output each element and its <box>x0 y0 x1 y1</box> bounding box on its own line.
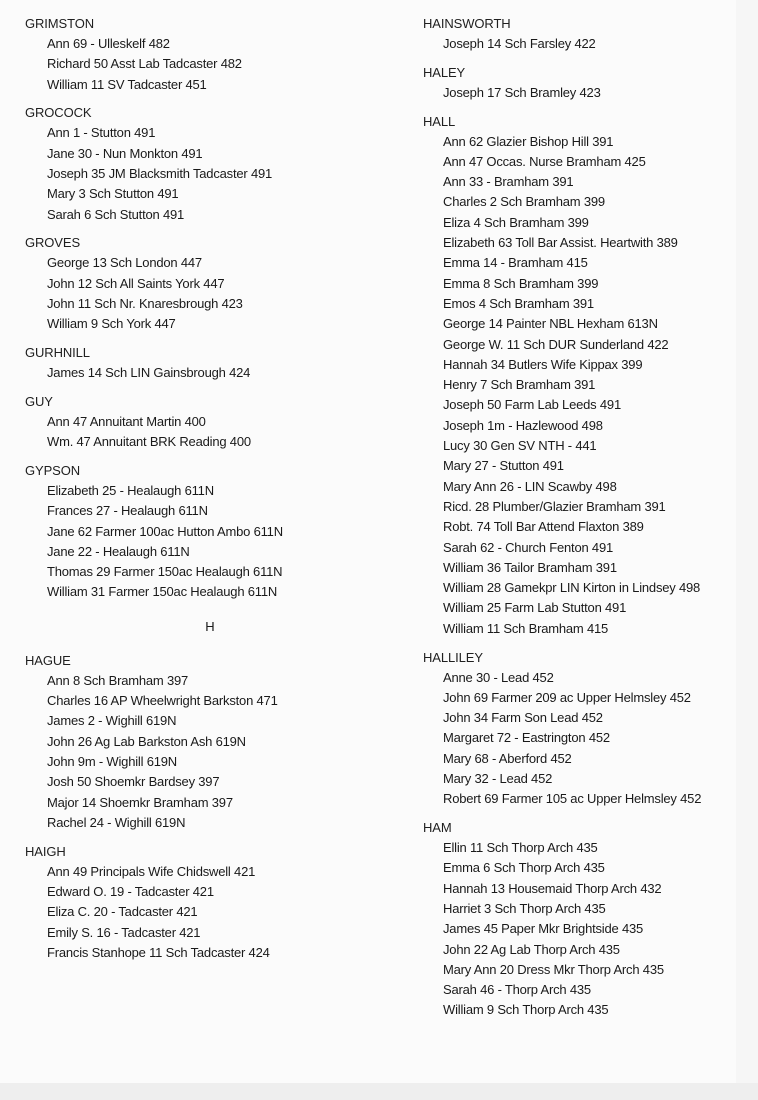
person-entry: William 36 Tailor Bramham 391 <box>443 559 617 575</box>
person-entry: Joseph 17 Sch Bramley 423 <box>443 84 601 100</box>
person-entry: Emily S. 16 - Tadcaster 421 <box>47 924 201 940</box>
surname-heading: GRIMSTON <box>25 16 95 31</box>
person-entry: Ann 47 Annuitant Martin 400 <box>47 413 206 429</box>
surname-heading: HALEY <box>423 64 466 80</box>
person-entry: Sarah 6 Sch Stutton 491 <box>47 206 185 222</box>
surname-group <box>25 842 395 963</box>
person-entry: Henry 7 Sch Bramham 391 <box>443 377 596 393</box>
surname-group <box>25 103 395 224</box>
surname-heading: HAGUE <box>25 652 71 668</box>
person-entry: Ann 69 - Ulleskelf 482 <box>47 36 170 51</box>
surname-groups <box>25 14 395 603</box>
surname-heading: GROVES <box>25 235 81 251</box>
person-entry: Mary Ann 26 - LIN Scawby 498 <box>443 478 617 494</box>
person-entry: William 28 Gamekpr LIN Kirton in Lindsey 498 <box>443 580 701 596</box>
person-entry: Thomas 29 Farmer 150ac Healaugh 611N <box>47 564 283 580</box>
surname-group <box>423 648 753 810</box>
group-spacer <box>25 225 395 234</box>
person-entry: Ann 62 Glazier Bishop Hill 391 <box>443 133 614 149</box>
person-entry: Eliza 4 Sch Bramham 399 <box>443 214 589 230</box>
person-entry: William 11 SV Tadcaster 451 <box>47 76 207 92</box>
person-entry: Ann 8 Sch Bramham 397 <box>47 672 189 688</box>
surname-heading: HALL <box>423 113 456 129</box>
person-entry: Mary Ann 20 Dress Mkr Thorp Arch 435 <box>443 961 664 977</box>
person-entry: Josh 50 Shoemkr Bardsey 397 <box>47 774 220 790</box>
person-entry: Harriet 3 Sch Thorp Arch 435 <box>443 900 606 916</box>
person-entry: Ann 47 Occas. Nurse Bramham 425 <box>443 153 646 169</box>
person-entry: Wm. 47 Annuitant BRK Reading 400 <box>47 434 251 450</box>
person-entry: Elizabeth 25 - Healaugh 611N <box>47 482 214 498</box>
person-entry: Charles 2 Sch Bramham 399 <box>443 194 605 210</box>
surname-group <box>423 14 753 54</box>
surname-heading: GUY <box>25 393 53 409</box>
group-spacer <box>25 833 395 842</box>
surname-group <box>423 818 753 1021</box>
person-entry: Frances 27 - Healaugh 611N <box>47 503 208 519</box>
surname-heading: HAINSWORTH <box>423 16 511 31</box>
person-entry: Ann 1 - Stutton 491 <box>47 125 156 141</box>
person-entry: Joseph 50 Farm Lab Leeds 491 <box>443 397 621 413</box>
surname-heading: HAIGH <box>25 843 66 859</box>
person-entry: Margaret 72 - Eastrington 452 <box>443 730 610 746</box>
person-entry: James 14 Sch LIN Gainsbrough 424 <box>47 365 251 381</box>
surname-heading: HALLILEY <box>423 649 483 665</box>
surname-groups <box>25 651 395 963</box>
section-letter-heading: H <box>205 618 215 634</box>
group-spacer <box>25 95 395 104</box>
person-entry: George 13 Sch London 447 <box>47 255 202 271</box>
person-entry: William 31 Farmer 150ac Healaugh 611N <box>47 584 278 600</box>
person-entry: Emma 6 Sch Thorp Arch 435 <box>443 860 605 876</box>
person-entry: John 11 Sch Nr. Knaresbrough 423 <box>47 295 243 311</box>
person-entry: Joseph 14 Sch Farsley 422 <box>443 36 596 51</box>
person-entry: Mary 27 - Stutton 491 <box>443 458 564 474</box>
person-entry: Emma 14 - Bramham 415 <box>443 255 588 271</box>
surname-heading: GURHNILL <box>25 345 90 361</box>
surname-groups <box>423 14 753 1021</box>
person-entry: Mary 32 - Lead 452 <box>443 771 553 786</box>
person-entry: William 9 Sch York 447 <box>47 316 176 332</box>
person-entry: Emos 4 Sch Bramham 391 <box>443 295 594 311</box>
person-entry: John 9m - Wighill 619N <box>47 753 177 769</box>
person-entry: Joseph 35 JM Blacksmith Tadcaster 491 <box>47 165 273 181</box>
surname-group <box>423 63 753 103</box>
person-entry: Sarah 62 - Church Fenton 491 <box>443 539 614 555</box>
person-entry: Charles 16 AP Wheelwright Barkston 471 <box>47 693 278 709</box>
person-entry: Emma 8 Sch Bramham 399 <box>443 275 599 291</box>
person-entry: James 45 Paper Mkr Brightside 435 <box>443 921 644 937</box>
surname-group <box>25 461 395 603</box>
person-entry: Joseph 1m - Hazlewood 498 <box>443 417 603 433</box>
group-spacer <box>25 383 395 392</box>
person-entry: Ann 33 - Bramham 391 <box>443 174 574 190</box>
person-entry: James 2 - Wighill 619N <box>47 713 177 729</box>
person-entry: John 22 Ag Lab Thorp Arch 435 <box>443 941 620 957</box>
person-entry: Hannah 34 Butlers Wife Kippax 399 <box>443 356 643 372</box>
person-entry: Eliza C. 20 - Tadcaster 421 <box>47 904 198 920</box>
left-column <box>25 14 395 963</box>
person-entry: William 9 Sch Thorp Arch 435 <box>443 1002 609 1018</box>
right-column <box>423 14 753 1021</box>
person-entry: William 11 Sch Bramham 415 <box>443 620 609 636</box>
surname-group <box>25 233 395 334</box>
person-entry: George 14 Painter NBL Hexham 613N <box>443 316 658 332</box>
person-entry: John 26 Ag Lab Barkston Ash 619N <box>47 733 246 749</box>
surname-heading: HAM <box>423 820 452 836</box>
surname-group <box>25 651 395 833</box>
group-spacer <box>423 810 753 819</box>
person-entry: John 12 Sch All Saints York 447 <box>47 275 225 291</box>
surname-group <box>25 343 395 383</box>
person-entry: Ricd. 28 Plumber/Glazier Bramham 391 <box>443 498 666 514</box>
person-entry: Jane 22 - Healaugh 611N <box>47 543 190 559</box>
person-entry: Sarah 46 - Thorp Arch 435 <box>443 982 591 998</box>
person-entry: Edward O. 19 - Tadcaster 421 <box>47 883 214 899</box>
person-entry: Robert 69 Farmer 105 ac Upper Helmsley 452 <box>443 791 702 807</box>
surname-group <box>25 392 395 453</box>
group-spacer <box>423 103 753 112</box>
person-entry: Ann 49 Principals Wife Chidswell 421 <box>47 863 256 879</box>
person-entry: Lucy 30 Gen SV NTH - 441 <box>443 438 597 454</box>
person-entry: Ellin 11 Sch Thorp Arch 435 <box>443 840 598 856</box>
person-entry: Robt. 74 Toll Bar Attend Flaxton 389 <box>443 519 644 535</box>
person-entry: Francis Stanhope 11 Sch Tadcaster 424 <box>47 944 270 960</box>
group-spacer <box>423 54 753 63</box>
scan-edge <box>0 1083 758 1100</box>
group-spacer <box>25 335 395 344</box>
person-entry: George W. 11 Sch DUR Sunderland 422 <box>443 336 669 352</box>
person-entry: William 25 Farm Lab Stutton 491 <box>443 600 627 616</box>
surname-heading: GROCOCK <box>25 105 92 121</box>
person-entry: Jane 62 Farmer 100ac Hutton Ambo 611N <box>47 523 283 539</box>
person-entry: Anne 30 - Lead 452 <box>443 669 554 685</box>
group-spacer <box>25 452 395 461</box>
person-entry: Hannah 13 Housemaid Thorp Arch 432 <box>443 880 662 896</box>
person-entry: Jane 30 - Nun Monkton 491 <box>47 145 203 161</box>
person-entry: Mary 3 Sch Stutton 491 <box>47 186 179 202</box>
person-entry: Elizabeth 63 Toll Bar Assist. Heartwith 389 <box>443 235 678 251</box>
person-entry: Major 14 Shoemkr Bramham 397 <box>47 794 233 810</box>
surname-heading: GYPSON <box>25 462 81 478</box>
group-spacer <box>423 639 753 648</box>
person-entry: John 69 Farmer 209 ac Upper Helmsley 452 <box>443 689 691 705</box>
surname-group <box>25 14 395 95</box>
person-entry: Richard 50 Asst Lab Tadcaster 482 <box>47 56 242 72</box>
person-entry: Mary 68 - Aberford 452 <box>443 750 572 766</box>
person-entry: Rachel 24 - Wighill 619N <box>47 814 186 830</box>
surname-group <box>423 112 753 639</box>
person-entry: John 34 Farm Son Lead 452 <box>443 710 603 726</box>
